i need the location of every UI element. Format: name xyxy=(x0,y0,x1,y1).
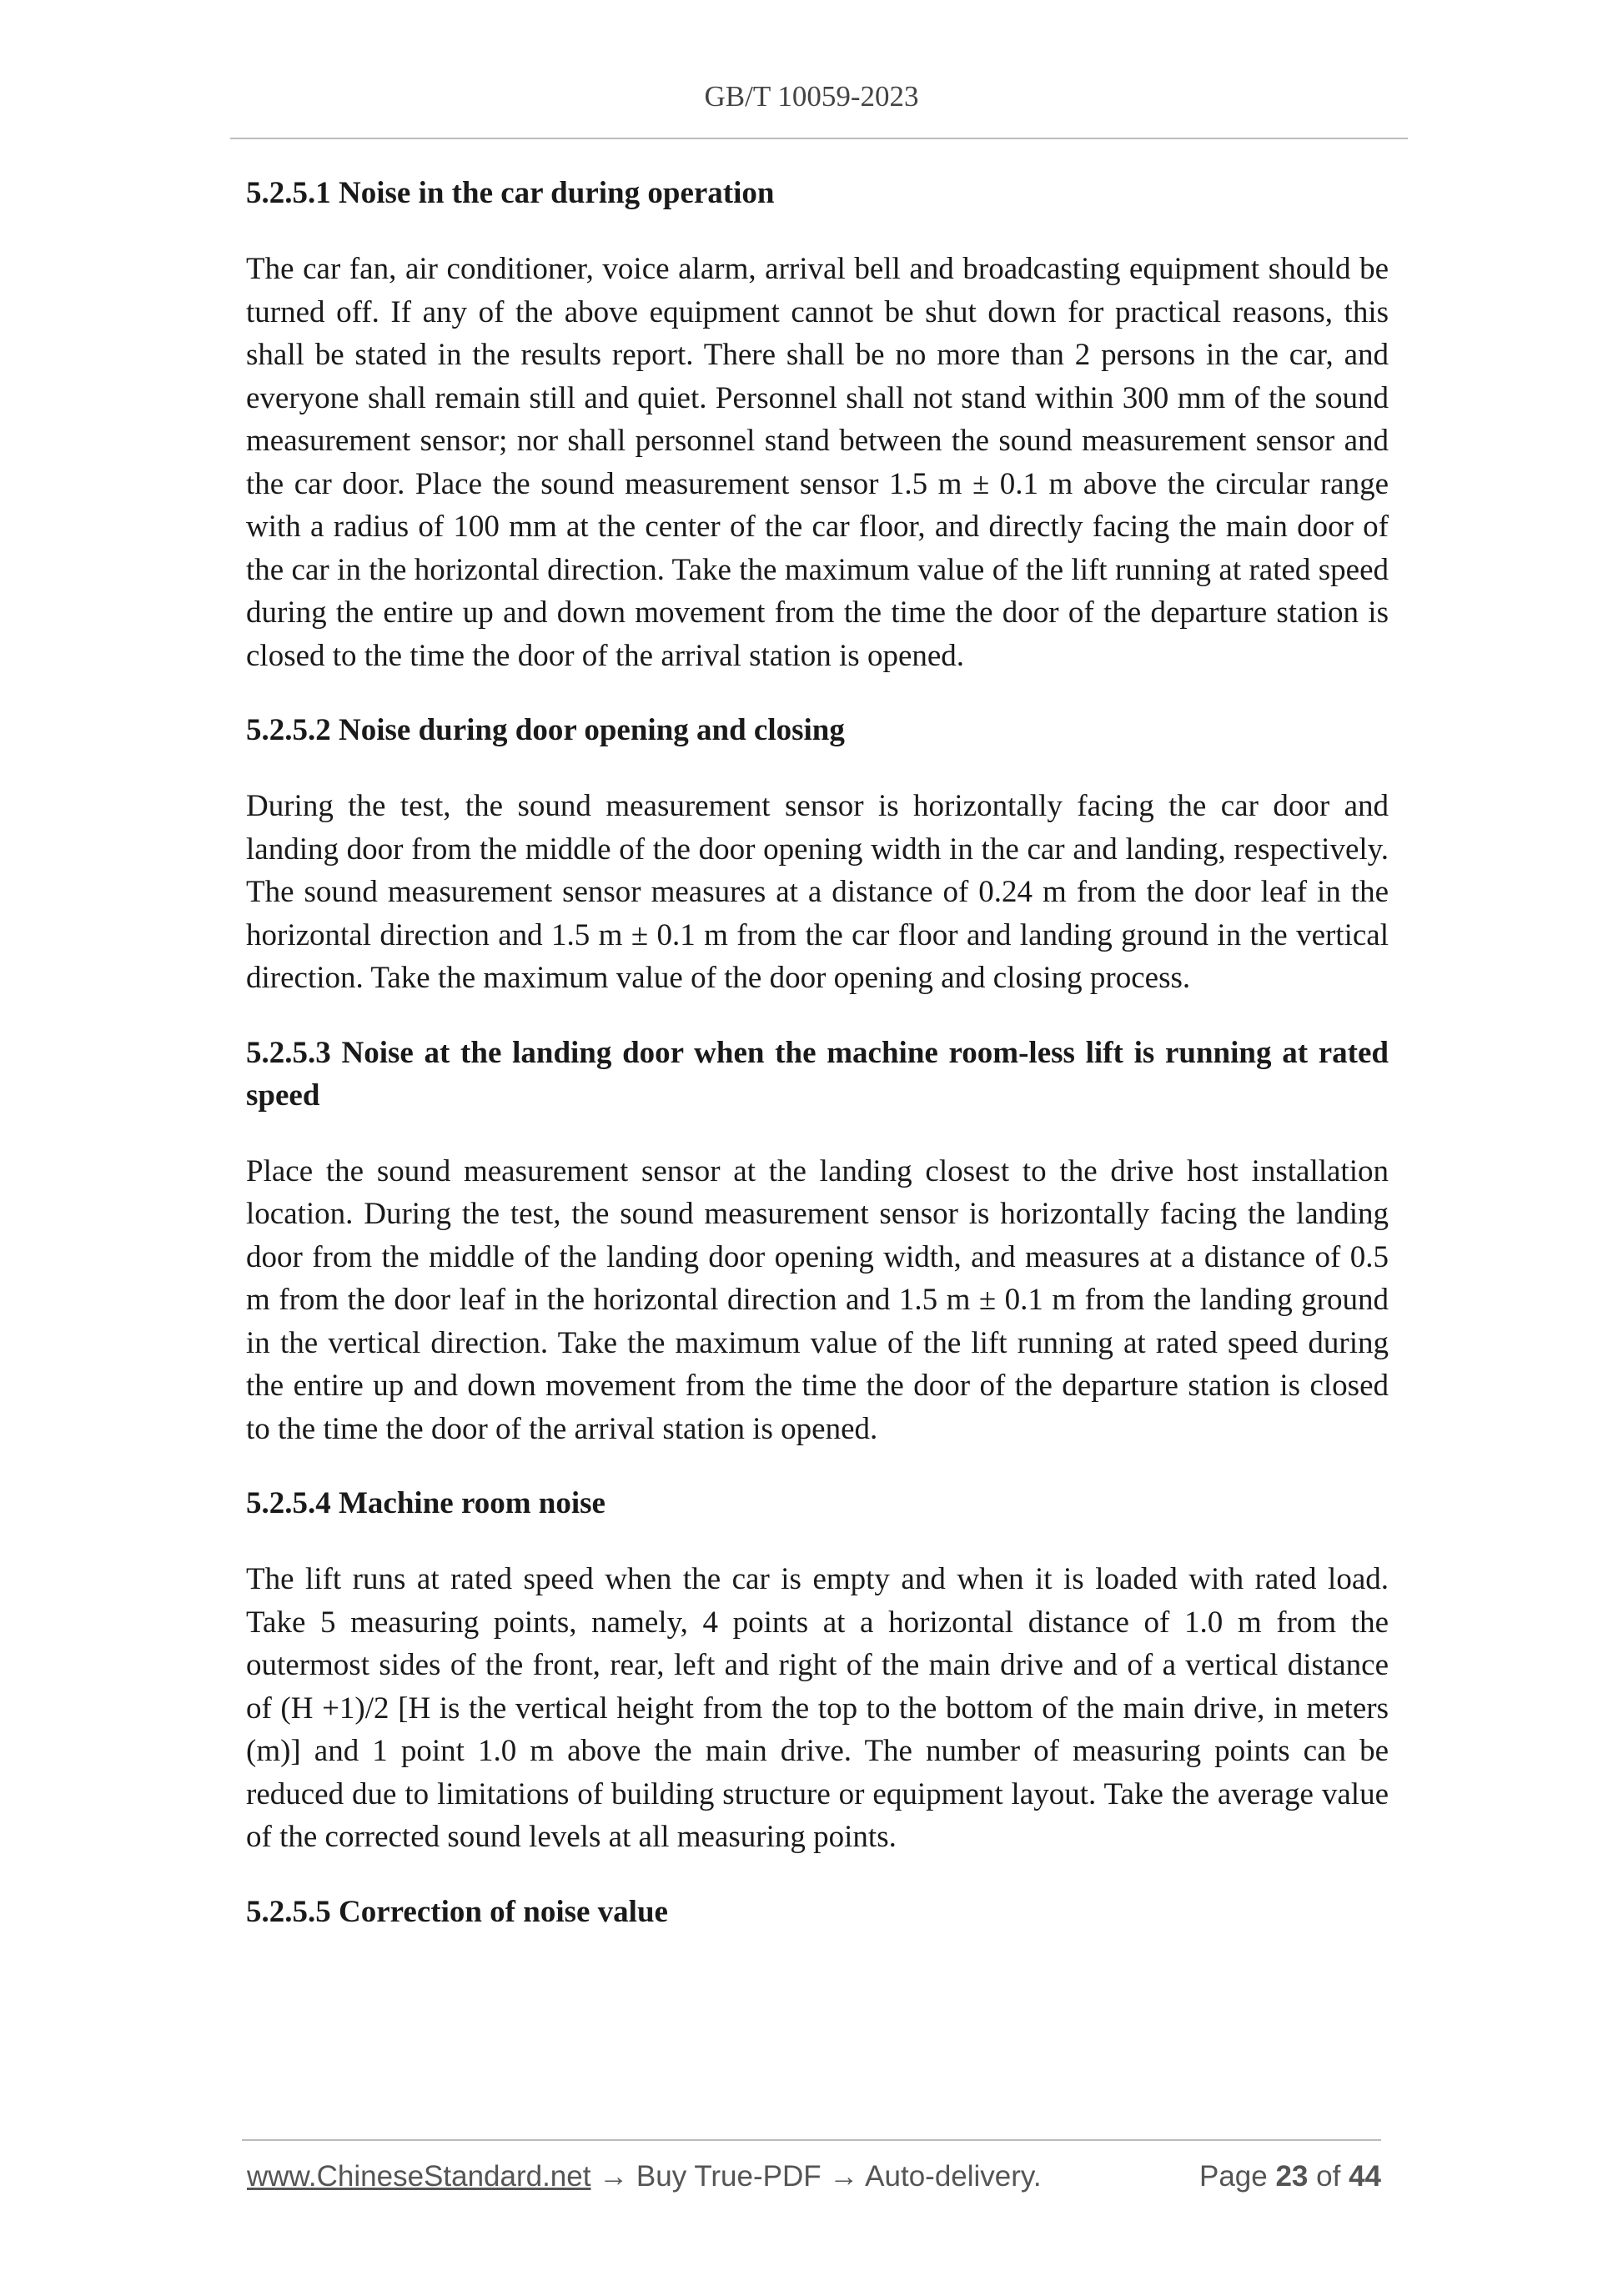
section-heading: 5.2.5.4 Machine room noise xyxy=(246,1486,605,1520)
section-paragraph: The lift runs at rated speed when the car is empty and when it is loaded with rated load. Take 5 measuring points, namely, 4 points at a horizontal distance of 1.0 m from the outermost sides of the front, rear, left and right of the main drive and of a vertical distance of (H +1)/2 [H is the vertical height from the top to the bottom of the main drive, in meters (m)] and 1 point 1.0 m above the main drive. The number of measuring points can be reduced due to limitations of building structure or equipment layout. Take the average value of the corrected sound levels at all measuring points. xyxy=(246,1562,1389,1854)
section-paragraph: The car fan, air conditioner, voice alarm, arrival bell and broadcasting equipment should be turned off. If any of the above equipment cannot be shut down for practical reasons, this shall be stated in the results report. There shall be no more than 2 persons in the car, and everyone shall remain still and quiet. Personnel shall not stand within 300 mm of the sound measurement sensor; nor shall personnel stand between the sound measurement sensor and the car door. Place the sound measurement sensor 1.5 m ± 0.1 m above the circular range with a radius of 100 mm at the center of the car floor, and directly facing the main door of the car in the horizontal direction. Take the maximum value of the lift running at rated speed during the entire up and down movement from the time the door of the departure station is closed to the time the door of the arrival station is opened. xyxy=(246,252,1389,673)
page-total: 44 xyxy=(1349,2160,1381,2193)
footer-divider xyxy=(242,2139,1381,2141)
section-paragraph: Place the sound measurement sensor at the landing closest to the drive host installation location. During the test, the sound measurement sensor is horizontally facing the landing door from the middle of the landing door opening width, and measures at a distance of 0.5 m from the door leaf in the horizontal direction and 1.5 m ± 0.1 m from the landing ground in the vertical direction. Take the maximum value of the lift running at rated speed during the entire up and down movement from the time the door of the departure station is closed to the time the door of the arrival station is opened. xyxy=(246,1153,1389,1446)
section-heading: 5.2.5.3 Noise at the landing door when the machine room-less lift is running at rated speed xyxy=(246,1035,1389,1113)
section-heading: 5.2.5.1 Noise in the car during operation xyxy=(246,176,775,210)
page-current: 23 xyxy=(1275,2160,1309,2193)
page-number xyxy=(1199,2160,1381,2193)
website-link[interactable]: www.ChineseStandard.net xyxy=(247,2160,591,2193)
header-divider xyxy=(230,138,1408,139)
page-label: Page xyxy=(1198,2160,1268,2193)
footer-promo xyxy=(247,2160,1042,2193)
page-of-label: of xyxy=(1316,2160,1341,2193)
document-body xyxy=(246,172,1389,1967)
page-footer xyxy=(247,2160,1381,2202)
section-heading: 5.2.5.2 Noise during door opening and closing xyxy=(246,713,845,747)
section-paragraph: During the test, the sound measurement sensor is horizontally facing the car door and landing door from the middle of the door opening width in the car and landing, respectively. The sound measurement sensor measures at a distance of 0.24 m from the door leaf in the horizontal direction and 1.5 m ± 0.1 m from the car floor and landing ground in the vertical direction. Take the maximum value of the door opening and closing process. xyxy=(246,789,1389,995)
document-header-title: GB/T 10059-2023 xyxy=(704,80,919,113)
footer-promo-text: → Buy True-PDF → Auto-delivery. xyxy=(590,2160,1042,2193)
section-heading: 5.2.5.5 Correction of noise value xyxy=(246,1894,668,1929)
